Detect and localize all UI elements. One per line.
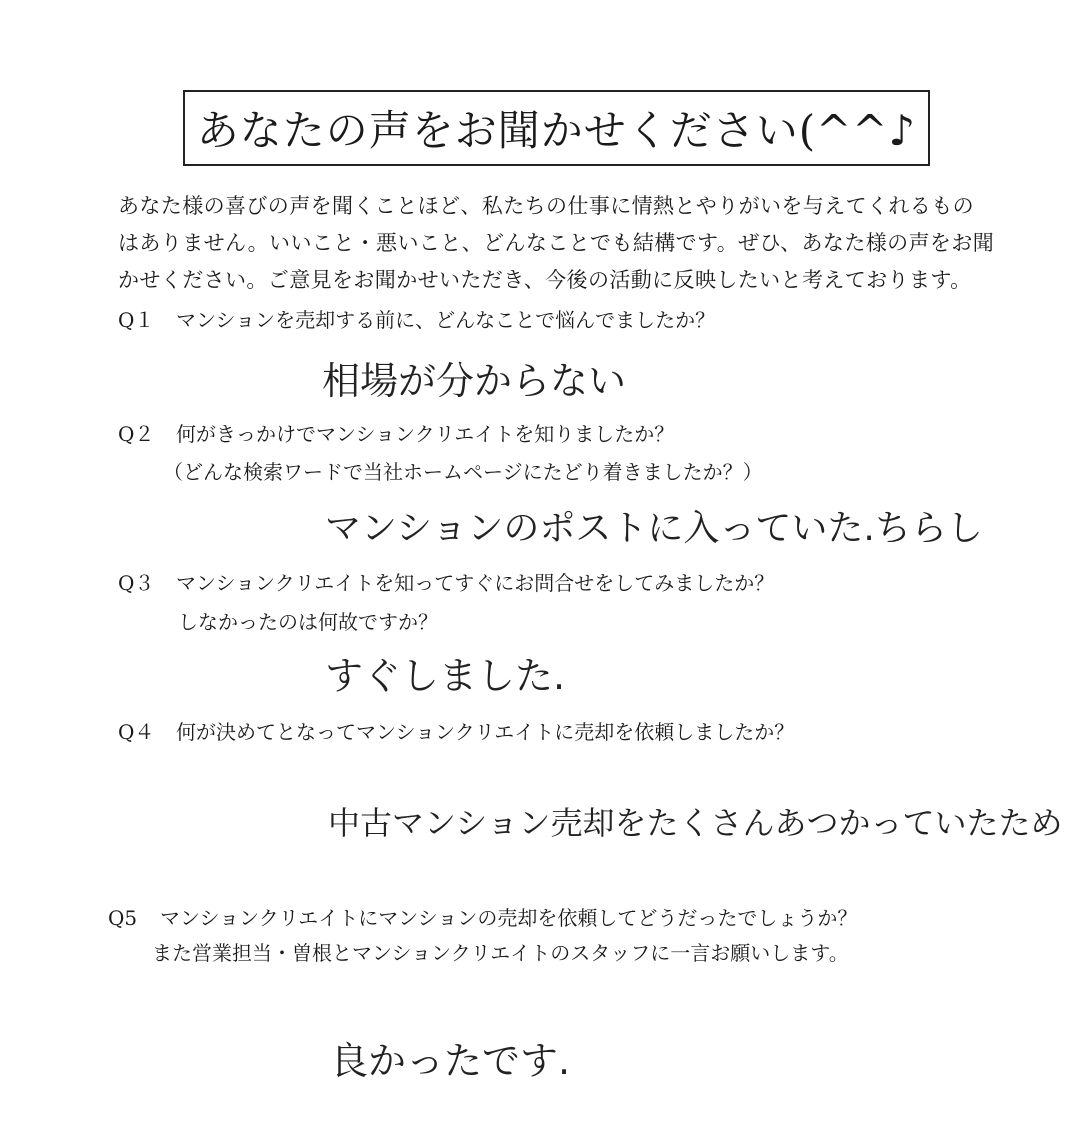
answer-3: すぐしました. — [325, 654, 566, 698]
question-2 — [118, 418, 674, 447]
answer-4: 中古マンション売却をたくさんあつかっていたため — [328, 804, 1063, 842]
intro-line: かせください。ご意見をお聞かせいただき、今後の活動に反映したいと考えております。 — [118, 268, 972, 292]
question-3-subtext: しなかったのは何故ですか？ — [178, 610, 438, 634]
question-text: 何が決めてとなってマンションクリエイトに売却を依頼しましたか？ — [176, 720, 795, 744]
question-number: Q5 — [108, 906, 138, 930]
question-text: マンションクリエイトにマンションの売却を依頼してどうだったでしょうか？ — [160, 906, 858, 930]
question-number: Q２ — [118, 422, 155, 446]
intro-line: あなた様の喜びの声を聞くことほど、私たちの仕事に情熱とやりがいを与えてくれるもの — [118, 194, 974, 218]
question-text: マンションを売却する前に、どんなことで悩んでましたか？ — [176, 308, 716, 332]
question-3 — [118, 567, 774, 596]
title-box — [183, 90, 930, 166]
question-number: Q３ — [118, 571, 155, 595]
intro-line: はありません。いいこと・悪いこと、どんなことでも結構です。ぜひ、あなた様の声をお聞 — [118, 231, 995, 255]
question-text: 何がきっかけでマンションクリエイトを知りましたか？ — [176, 422, 675, 446]
question-5 — [108, 902, 857, 931]
answer-2: マンションのポストに入っていた.ちらし — [325, 508, 983, 549]
question-1 — [118, 304, 715, 333]
question-5-subtext: また営業担当・曽根とマンションクリエイトのスタッフに一言お願いします。 — [152, 941, 849, 965]
question-number: Q４ — [118, 720, 155, 744]
question-4 — [118, 716, 794, 745]
page-title: あなたの声をお聞かせください(^^♪ — [196, 106, 917, 155]
answer-1: 相場が分からない — [322, 359, 627, 403]
intro-paragraph — [118, 188, 998, 299]
question-number: Q１ — [118, 308, 155, 332]
question-2-subtext: （どんな検索ワードで当社ホームページにたどり着きましたか？） — [163, 460, 763, 484]
answer-5: 良かったです. — [330, 1039, 571, 1083]
question-text: マンションクリエイトを知ってすぐにお問合せをしてみましたか？ — [176, 571, 775, 595]
